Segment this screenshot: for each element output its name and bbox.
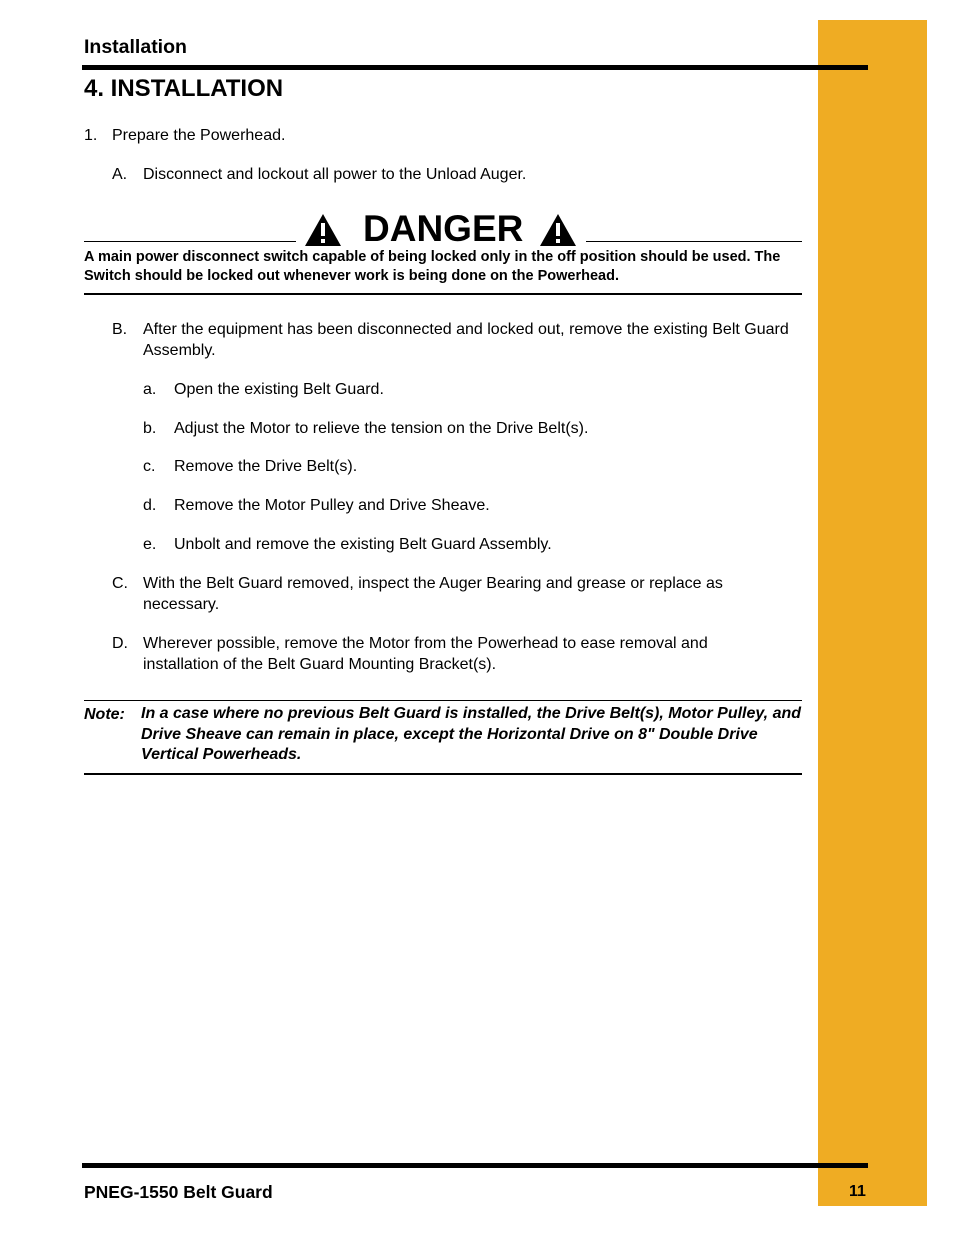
section-header: Installation [84,36,187,58]
step-a-text: Disconnect and lockout all power to the Unload Auger. [143,166,527,183]
substep-e-text: Unbolt and remove the existing Belt Guard Assembly. [174,536,552,553]
danger-text: A main power disconnect switch capable of being locked only in the off position should be used. The Switch should be locked out whenever work is being done on the Powerhead. [84,249,781,284]
substep-d-text: Remove the Motor Pulley and Drive Sheave. [174,497,490,514]
step-c-text: With the Belt Guard removed, inspect the Auger Bearing and grease or replace as necessary. [143,575,723,613]
danger-title: DANGER [363,208,524,249]
substep-b-marker: b. [143,420,157,437]
step-c-marker: C. [112,575,128,592]
step-a-marker: A. [112,166,128,183]
warning-triangle-icon [539,213,577,247]
page-number: 11 [849,1183,866,1200]
step-b-marker: B. [112,321,128,338]
step-d-text: Wherever possible, remove the Motor from the Powerhead to ease removal and installation of the Belt Guard Mounting Bracket(s). [143,635,708,673]
danger-right-line [586,241,802,242]
footer-rule [82,1163,868,1168]
substep-c-marker: c. [143,458,156,475]
step-d-marker: D. [112,635,128,652]
danger-bottom-rule [84,293,802,295]
substep-e-marker: e. [143,536,157,553]
footer-title: PNEG-1550 Belt Guard [84,1182,273,1202]
substep-d-marker: d. [143,497,157,514]
chapter-title: 4. INSTALLATION [84,75,284,102]
step-1-marker: 1. [84,127,98,144]
note-top-rule [84,700,802,701]
substep-c-text: Remove the Drive Belt(s). [174,458,358,475]
substep-a-text: Open the existing Belt Guard. [174,381,384,398]
side-tab [818,20,927,1206]
note-label: Note: [84,706,125,723]
substep-b-text: Adjust the Motor to relieve the tension on the Drive Belt(s). [174,420,589,437]
warning-triangle-icon [304,213,342,247]
header-rule [82,65,868,70]
step-b-text: After the equipment has been disconnected and locked out, remove the existing Belt Guard Assembly. [143,321,789,359]
step-1-text: Prepare the Powerhead. [112,127,286,144]
danger-left-line [84,241,296,242]
note-text: In a case where no previous Belt Guard is installed, the Drive Belt(s), Motor Pulley, and Drive Sheave can remain in place, except the Horizontal Drive on 8" Double Drive Vertical Powerheads. [141,705,802,763]
substep-a-marker: a. [143,381,157,398]
note-bottom-rule [84,773,802,775]
